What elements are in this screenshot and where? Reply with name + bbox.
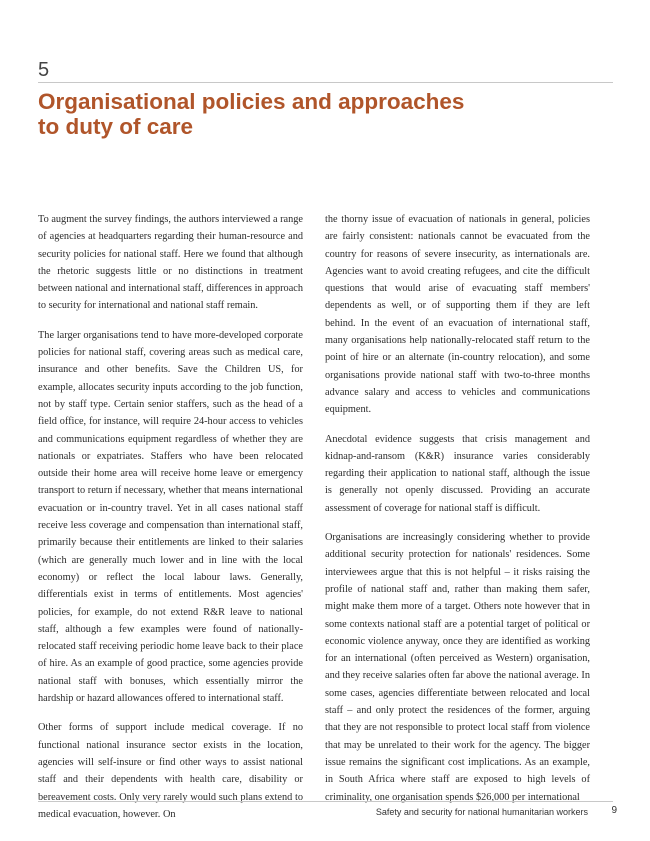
page-number: 9: [611, 805, 617, 816]
paragraph: To augment the survey findings, the authors interviewed a range of agencies at headquarters regarding their human-resource and security policies for national staff. Here we found that although the rhetoric suggests little or no distinctions in treatment between national and international staff, differences in approach to security for international and national staff remain.: [38, 214, 303, 312]
paragraph: Other forms of support include medical coverage. If no functional national insurance sector exists in the location, agencies will self-insure or find other ways to assist national staff and their dependents with health care, disability or bereavement costs. Only very rarely would such plans extend to medical evacuation, however. On: [38, 722, 303, 820]
paragraph: the thorny issue of evacuation of nationals in general, policies are fairly consistent: nationals cannot be evacuated from the country for reasons of severe insecurity, as internationals are. Agencies want to avoid creating refugees, and cite the difficult questions that would arise of evacuating staff members' dependents as well, or of supporting them if they are left behind. In the event of an evacuation of international staff, many organisations help nationally-relocated staff return to the point of hire or an alternate (in-country relocation), and some organisations provide national staff with two-to-three months advance salary and access to vehicles and communications equipment.: [325, 214, 590, 416]
paragraph: Anecdotal evidence suggests that crisis management and kidnap-and-ransom (K&R) insurance varies considerably regarding their application to national staff, although the issue is generally not openly discussed. Providing an accurate assessment of coverage for national staff is difficult.: [325, 433, 590, 514]
footer-divider: [38, 801, 613, 802]
chapter-title-line-2: to duty of care: [38, 114, 194, 139]
chapter-number: 5: [38, 59, 50, 81]
chapter-title: [38, 89, 613, 139]
chapter-title-line-1: Organisational policies and approaches: [38, 89, 465, 114]
left-text-column: [38, 211, 303, 835]
paragraph: Organisations are increasingly considering whether to provide additional security protection for nationals' residences. Some interviewees argue that this is not helpful – it risks raising the profile of national staff and, rather than making them safer, might make them more of a target. Others note however that in some contexts national staff are a potential target of political or economic violence anyway, once they are identified as working for an international (often perceived as Western) organisation, and they receive salaries often far above the national average. In some cases, agencies differentiate between relocated and local staff – and only protect the residences of the former, arguing that they are not responsible to protect local staff from violence that may be unrelated to their work for the agency. The bigger issue remains the significant cost implications. As an example, in South Africa where staff are exposed to high levels of criminality, one organisation spends $26,000 per international: [325, 532, 591, 803]
right-text-column: [325, 211, 590, 818]
chapter-divider: [38, 82, 613, 83]
running-footer-title: Safety and security for national humanitarian workers: [375, 807, 588, 817]
paragraph: The larger organisations tend to have more-developed corporate policies for national staff, covering areas such as medical care, insurance and other benefits. Save the Children US, for example, allocates security inputs according to the job function, not by staff type. Certain senior staffers, such as the head of a field office, for instance, will require 24-hour access to vehicles and communications equipment regardless of whether they are nationals or expatriates. Staffers who have been relocated outside their home area will receive home leave or emergency transport to return if necessary, whether that means international evacuation or in-country travel. Yet in all cases national staff receive less coverage and compensation than international staff, primarily because their entitlements are linked to their salaries (which are generally much lower and in line with the local economy) or reflect the local labour laws. Generally, differentials exist in terms of entitlements. Most agencies' policies, for example, do not extend R&R leave to national staff, although a few examples were found of nationally-relocated staff receiving periodic home leave back to their place of hire. As an example of good practice, some agencies provide national staff with bonuses, which essentially mirror the hardship or hazard allowances offered to international staff.: [38, 329, 303, 705]
